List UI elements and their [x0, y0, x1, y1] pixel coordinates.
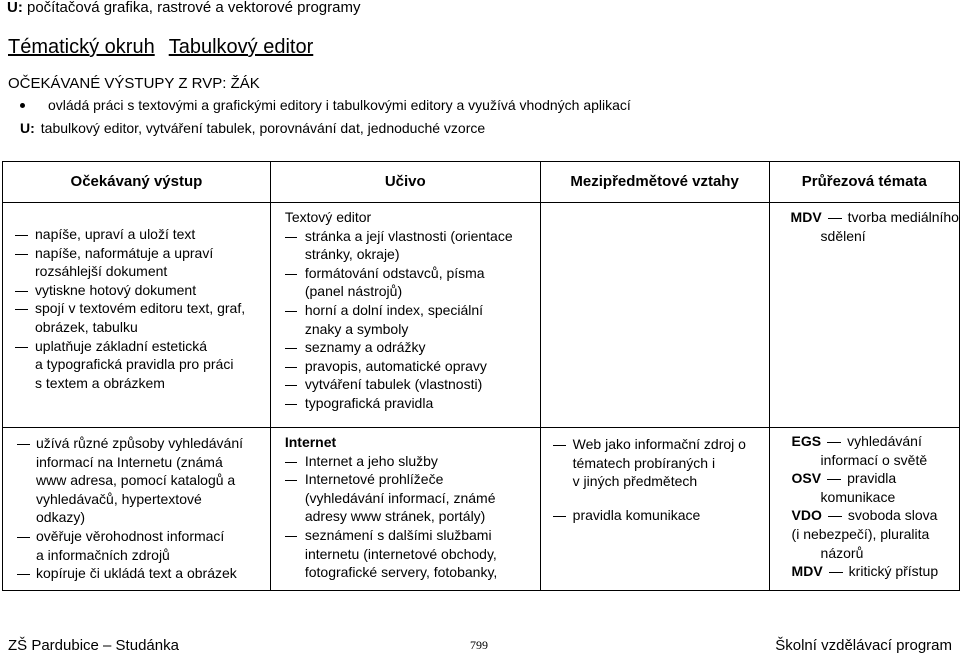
- table-header-row: [3, 162, 960, 203]
- list-item: napíše, upraví a uloží text: [3, 225, 270, 244]
- list-item: horní a dolní index, speciální: [285, 301, 540, 320]
- dash-icon: [827, 479, 841, 480]
- bullet-icon: [20, 103, 25, 108]
- list-item: pravidla komunikace: [541, 506, 769, 525]
- list-item: vyhledávačů, hypertextové: [36, 490, 202, 507]
- topic-text: (i nebezpečí), pluralita: [791, 525, 930, 542]
- col-header-curriculum: Učivo: [270, 162, 540, 203]
- list-item: informací na Internetu (známá: [36, 453, 223, 470]
- list-item: odkazy): [36, 509, 86, 526]
- topic-text: názorů: [820, 544, 864, 561]
- header-line: U: počítačová grafika, rastrové a vektorové programy: [7, 0, 361, 16]
- list-item: (panel nástrojů): [304, 283, 403, 300]
- topic-text: komunikace: [820, 488, 896, 505]
- list-item: www adresa, pomocí katalogů a: [36, 472, 236, 489]
- relations-cell: [540, 203, 769, 428]
- topic-text: tvorba mediálního: [847, 209, 959, 225]
- list-item: a informačních zdrojů: [36, 546, 170, 563]
- dash-icon: [829, 572, 843, 573]
- topic-code: EGS: [791, 433, 822, 449]
- cross-topics-cell: [769, 203, 959, 428]
- page-title: Tématický okruh Tabulkový editor: [8, 36, 314, 58]
- list-item: znaky a symboly: [304, 320, 409, 337]
- list-item: tématech probíraných i: [572, 454, 716, 471]
- table-row: [3, 203, 960, 428]
- list-item: adresy www stránek, portály): [304, 508, 486, 525]
- list-item: pravopis, automatické opravy: [285, 357, 540, 376]
- curriculum-title: Textový editor: [284, 209, 372, 225]
- topic-text: vyhledávání: [847, 433, 922, 449]
- list-item: kopíruje či ukládá text a obrázek: [3, 564, 270, 583]
- curriculum-cell: [270, 203, 540, 428]
- outputs-cell: [3, 203, 271, 428]
- list-item: Web jako informační zdroj o: [541, 435, 769, 454]
- list-item: napíše, naformátuje a upraví: [3, 244, 270, 263]
- list-item: užívá různé způsoby vyhledávání: [3, 434, 270, 453]
- topic-text: sdělení: [820, 227, 866, 244]
- list-item: internetu (internetové obchody,: [304, 545, 497, 562]
- list-item: stránka a její vlastnosti (orientace: [285, 227, 540, 246]
- outcomes-u-line: U: tabulkový editor, vytváření tabulek, porovnávání dat, jednoduché vzorce: [20, 120, 486, 136]
- topic-code: VDO: [791, 507, 822, 524]
- list-item: Internetové prohlížeče: [285, 470, 540, 489]
- cross-topics-cell: [769, 428, 959, 591]
- topic-code: MDV: [791, 563, 823, 580]
- dash-icon: [828, 516, 842, 517]
- list-item: typografická pravidla: [285, 394, 540, 413]
- page-number: 799: [470, 638, 488, 652]
- list-item: stránky, okraje): [304, 246, 400, 263]
- list-item: vytváření tabulek (vlastnosti): [285, 375, 540, 394]
- relations-cell: [540, 428, 769, 591]
- outcomes-heading: OČEKÁVANÉ VÝSTUPY Z RVP: ŽÁK: [8, 75, 260, 92]
- list-item: a typografická pravidla pro práci: [35, 356, 234, 373]
- table-row: [3, 428, 960, 591]
- topic-text: svoboda slova: [847, 507, 938, 524]
- list-item: seznamy a odrážky: [285, 338, 540, 357]
- footer-program: Školní vzdělávací program: [775, 637, 952, 654]
- list-item: fotografické servery, fotobanky,: [304, 564, 498, 581]
- dash-icon: [828, 218, 842, 219]
- topic-text: informací o světě: [820, 451, 928, 468]
- list-item: spojí v textovém editoru text, graf,: [3, 299, 270, 318]
- col-header-cross-topics: Průřezová témata: [769, 162, 959, 203]
- topic-code: MDV: [790, 209, 822, 225]
- topic-text: pravidla: [847, 470, 897, 487]
- list-item: uplatňuje základní estetická: [3, 337, 270, 356]
- topic-text: kritický přístup: [848, 563, 939, 580]
- col-header-outputs: Očekávaný výstup: [3, 162, 271, 203]
- list-item: v jiných předmětech: [572, 473, 698, 490]
- list-item: obrázek, tabulku: [35, 318, 138, 335]
- list-item: rozsáhlejší dokument: [35, 263, 168, 280]
- dash-icon: [827, 442, 841, 443]
- curriculum-table: [2, 161, 960, 591]
- curriculum-title: Internet: [284, 434, 337, 450]
- list-item: Internet a jeho služby: [285, 452, 540, 471]
- outputs-cell: [3, 428, 271, 591]
- list-item: (vyhledávání informací, známé: [304, 489, 496, 506]
- topic-code: OSV: [791, 470, 822, 487]
- list-item: s textem a obrázkem: [35, 374, 165, 391]
- list-item: vytiskne hotový dokument: [3, 281, 270, 300]
- list-item: ověřuje věrohodnost informací: [3, 527, 270, 546]
- header-text: počítačová grafika, rastrové a vektorové programy: [27, 0, 361, 16]
- col-header-relations: Mezipředmětové vztahy: [540, 162, 769, 203]
- list-item: seznámení s dalšími službami: [285, 526, 540, 545]
- curriculum-cell: [270, 428, 540, 591]
- list-item: formátování odstavců, písma: [285, 264, 540, 283]
- footer-school: ZŠ Pardubice – Studánka: [8, 637, 179, 654]
